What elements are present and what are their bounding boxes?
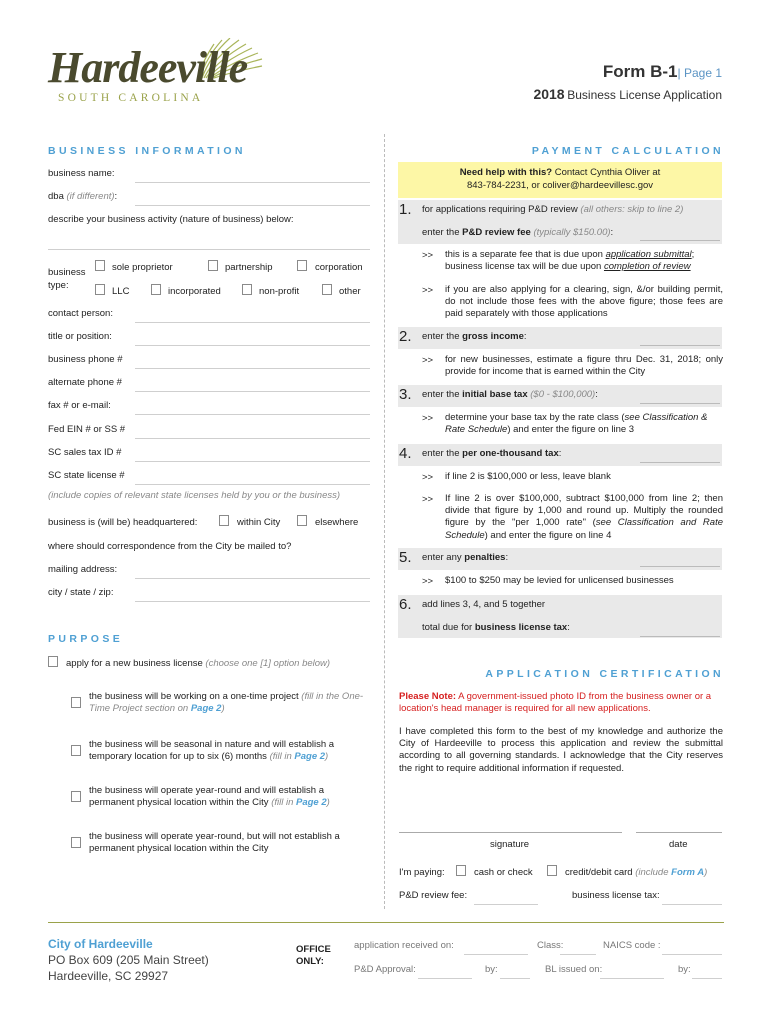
note-4 — [445, 412, 723, 436]
cash-check-checkbox[interactable] — [456, 865, 466, 876]
received-label: application received on: — [354, 940, 454, 951]
bl-issued-label: BL issued on: — [545, 964, 603, 975]
correspondence-label: where should correspondence from the City be mailed to? — [48, 541, 292, 552]
help-text: Contact Cynthia Oliver at — [554, 167, 661, 178]
help-bold: Need help with this? — [459, 167, 553, 178]
note-3: for new businesses, estimate a figure thru Dec. 31, 2018; only provide for income that is earned within the City — [445, 354, 723, 378]
fax-email-field[interactable] — [135, 414, 370, 415]
apply-note: (choose one [1] option below) — [205, 658, 331, 669]
describe-label: describe your business activity (nature of business) below: — [48, 214, 294, 225]
by-label-1: by: — [485, 964, 498, 975]
business-phone-field[interactable] — [135, 368, 370, 369]
bl-tax-field[interactable] — [662, 904, 722, 905]
cash-check-label: cash or check — [474, 867, 533, 878]
line-6-text: add lines 3, 4, and 5 together — [422, 599, 546, 610]
l3-end: : — [595, 389, 598, 400]
note-1 — [445, 249, 723, 273]
per-thousand-entry[interactable] — [640, 462, 720, 463]
business-name-label: business name: — [48, 168, 115, 179]
line-2-number: 2. — [399, 328, 412, 345]
describe-field[interactable] — [48, 249, 370, 250]
option-no-location-label — [89, 831, 374, 855]
arrow-icon: >> — [422, 472, 434, 483]
sc-sales-tax-field[interactable] — [135, 461, 370, 462]
purpose-heading: PURPOSE — [48, 633, 124, 645]
app-year: 2018 — [533, 86, 565, 102]
arrow-icon: >> — [422, 413, 434, 424]
l3-note: ($0 - $100,000) — [530, 389, 596, 400]
pd-approval-label: P&D Approval: — [354, 964, 416, 975]
arrow-icon: >> — [422, 494, 434, 505]
l1-text: for applications requiring P&D review — [422, 204, 578, 215]
opt4a: the business will operate year-round, but will not establish a — [89, 831, 340, 842]
cert-note-text: A government-issued photo ID from the business owner or a location's head manager is required for all new applications. — [399, 691, 712, 715]
business-type-label: business type: — [48, 267, 86, 291]
title-label: title or position: — [48, 331, 112, 342]
type-partnership-label: partnership — [225, 262, 273, 273]
n6-end: ) and enter the figure on line 4 — [484, 529, 612, 541]
card-note: (include — [635, 867, 669, 878]
hq-within-city-label: within City — [237, 517, 281, 528]
application-title — [533, 86, 722, 102]
n4-end: ) and enter the figure on line 3 — [507, 424, 635, 436]
total-bold: business license tax — [474, 622, 568, 633]
l4-end: : — [558, 448, 562, 459]
type-sole-proprietor-checkbox[interactable] — [95, 260, 105, 271]
line-1-text — [422, 204, 683, 216]
type-non-profit-checkbox[interactable] — [242, 284, 252, 295]
type-other-label: other — [339, 286, 361, 297]
app-title: Business License Application — [567, 88, 722, 102]
hq-within-city-checkbox[interactable] — [219, 515, 229, 526]
ein-label: Fed EIN # or SS # — [48, 424, 126, 435]
office-only-label — [296, 944, 331, 968]
line-3-number: 3. — [399, 386, 412, 403]
paying-label: I'm paying: — [399, 867, 445, 878]
signature-field[interactable] — [399, 832, 622, 833]
city-state-zip-label: city / state / zip: — [48, 587, 114, 598]
class-field[interactable] — [560, 954, 596, 955]
card-text: credit/debit card — [565, 867, 633, 878]
n1a-u: application submittal — [605, 249, 692, 260]
arrow-icon: >> — [422, 355, 434, 366]
line-1b-text — [422, 227, 613, 239]
mailing-address-label: mailing address: — [48, 564, 118, 575]
sc-license-field[interactable] — [135, 484, 370, 485]
type-incorporated-label: incorporated — [168, 286, 221, 297]
received-field[interactable] — [464, 954, 528, 955]
cert-note — [399, 691, 723, 715]
footer-address-2: Hardeeville, SC 29927 — [48, 969, 169, 983]
page-label: | Page 1 — [677, 66, 722, 80]
l1b-note: (typically $150.00) — [533, 227, 611, 238]
line-4-text — [422, 448, 561, 460]
line-2-text — [422, 331, 527, 343]
pd-fee-label: P&D review fee: — [399, 890, 468, 901]
gross-income-entry[interactable] — [640, 345, 720, 346]
contact-person-field[interactable] — [135, 322, 370, 323]
total-due-text — [422, 622, 570, 634]
n1a: this is a separate fee that is due upon — [445, 249, 603, 260]
l2-bold: gross income — [462, 331, 524, 342]
opt2-end: ) — [325, 751, 329, 763]
note-5: if line 2 is $100,000 or less, leave blank — [445, 471, 611, 482]
dba-text: dba — [48, 191, 64, 202]
n1b-u: completion of review — [603, 261, 691, 273]
opt2-note: (fill in — [269, 751, 292, 763]
l3-pre: enter the — [422, 389, 460, 400]
pd-fee-entry[interactable] — [640, 240, 720, 241]
arrow-icon: >> — [422, 576, 434, 587]
bl-issued-field[interactable] — [600, 978, 664, 979]
base-tax-entry[interactable] — [640, 403, 720, 404]
type-non-profit-label: non-profit — [259, 286, 300, 297]
dba-field[interactable] — [135, 205, 370, 206]
business-name-field[interactable] — [135, 182, 370, 183]
l5-end: : — [505, 552, 509, 563]
l1-note: (all others: skip to line 2) — [580, 204, 684, 215]
office-1: OFFICE — [296, 944, 331, 955]
by-field-1[interactable] — [500, 978, 530, 979]
copies-note: (include copies of relevant state licenses held by you or the business) — [48, 490, 341, 501]
pd-fee-field[interactable] — [474, 904, 538, 905]
alt-phone-label: alternate phone # — [48, 377, 122, 388]
credit-card-label — [565, 867, 707, 878]
l5-bold: penalties — [464, 552, 506, 563]
apply-new-license-label — [66, 658, 330, 669]
by-field-2[interactable] — [692, 978, 722, 979]
logo — [44, 38, 259, 108]
pd-approval-field[interactable] — [418, 978, 472, 979]
arrow-icon: >> — [422, 285, 434, 296]
option-permanent-label — [89, 785, 374, 809]
help-line-2: 843-784-2231, or coliver@hardeevillesc.gov — [466, 180, 654, 191]
opt4b: permanent physical location within the City — [89, 843, 269, 855]
type-corporation-label: corporation — [315, 262, 363, 273]
n6-pre: If line 2 is over $100,000, subtract $100,000 from line 2; then divide that figure by 1,000 and round up. Multiply the rounded figure by the "per 1,000 rate" ( — [445, 493, 723, 529]
line-3-text — [422, 389, 598, 401]
opt3-note: (fill in — [271, 797, 294, 809]
n4-pre: determine your base tax by the rate class ( — [445, 412, 625, 423]
option-one-time-checkbox[interactable] — [71, 697, 81, 708]
help-box — [398, 162, 722, 198]
footer-divider — [48, 922, 724, 923]
dba-label — [48, 191, 117, 202]
opt3b: permanent physical location within the City — [89, 797, 269, 809]
credit-card-checkbox[interactable] — [547, 865, 557, 876]
l1b-pre: enter the — [422, 227, 460, 238]
type-incorporated-checkbox[interactable] — [151, 284, 161, 295]
signature-label: signature — [490, 839, 530, 850]
cert-body: I have completed this form to the best of my knowledge and authorize the City of Hardeeville to process this application and review the submittal according to all governing standards. I acknowledge that the City reserves the right to require additional information if requested. — [399, 726, 723, 774]
sc-sales-tax-label: SC sales tax ID # — [48, 447, 122, 458]
l4-pre: enter the — [422, 448, 460, 459]
fax-email-label: fax # or e-mail: — [48, 400, 111, 411]
hq-elsewhere-label: elsewhere — [315, 517, 359, 528]
form-label: Form B-1 — [602, 62, 678, 81]
bl-tax-label: business license tax: — [572, 890, 660, 901]
payment-heading: PAYMENT CALCULATION — [531, 145, 724, 157]
l1b-end: : — [610, 227, 614, 238]
note-6 — [445, 493, 723, 542]
title-field[interactable] — [135, 345, 370, 346]
type-corporation-checkbox[interactable] — [297, 260, 307, 271]
note-7: $100 to $250 may be levied for unlicensed businesses — [445, 575, 674, 586]
date-field[interactable] — [636, 832, 722, 833]
l1b-bold: P&D review fee — [462, 227, 531, 238]
ein-field[interactable] — [135, 438, 370, 439]
footer-address-1: PO Box 609 (205 Main Street) — [48, 953, 209, 967]
n1b: business license tax will be due upon — [445, 261, 602, 273]
line-4-number: 4. — [399, 445, 412, 462]
opt3a: the business will operate year-round and will establish a — [89, 785, 324, 796]
n6-it: see Classification and Rate Schedule — [445, 517, 723, 541]
form-title — [603, 62, 722, 82]
date-label: date — [669, 839, 688, 850]
contact-person-label: contact person: — [48, 308, 113, 319]
city-state-zip-field[interactable] — [135, 601, 370, 602]
footer-city: City of Hardeeville — [48, 937, 153, 951]
opt2-page-link[interactable]: Page 2 — [294, 751, 326, 763]
hq-elsewhere-checkbox[interactable] — [297, 515, 307, 526]
class-label: Class: — [537, 940, 564, 951]
card-end: ) — [704, 867, 708, 878]
n4-it: see Classification & Rate Schedule — [445, 412, 708, 436]
type-sole-proprietor-label: sole proprietor — [112, 262, 173, 273]
cert-note-bold: Please Note: — [399, 691, 457, 702]
dba-colon: : — [114, 191, 118, 202]
l2-end: : — [523, 331, 527, 342]
total-end: : — [567, 622, 570, 633]
option-no-location-checkbox[interactable] — [71, 837, 81, 848]
line-5-text — [422, 552, 508, 564]
total-pre: total due for — [422, 622, 473, 633]
dba-note: (if different) — [66, 191, 115, 202]
option-one-time-label — [89, 691, 374, 715]
logo-subtitle: SOUTH CAROLINA — [58, 92, 204, 104]
business-info-heading: BUSINESS INFORMATION — [48, 145, 246, 157]
help-line-1 — [398, 167, 722, 179]
line-6-number: 6. — [399, 596, 412, 613]
total-due-entry[interactable] — [640, 636, 720, 637]
by-label-2: by: — [678, 964, 691, 975]
note-2: if you are also applying for a clearing, sign, &/or building permit, do not include those fees with the above figure; those fees are paid separately with those applications — [445, 284, 723, 320]
apply-new-license-checkbox[interactable] — [48, 656, 58, 667]
form-a-link[interactable]: Form A — [671, 867, 705, 878]
opt1-end: ) — [221, 703, 225, 715]
certification-heading: APPLICATION CERTIFICATION — [485, 668, 724, 680]
l4-bold: per one-thousand tax — [462, 448, 559, 459]
arrow-icon: >> — [422, 250, 434, 261]
line-5-number: 5. — [399, 549, 412, 566]
l3-bold: initial base tax — [462, 389, 528, 400]
penalties-entry[interactable] — [640, 566, 720, 567]
logo-text: Hardeeville — [48, 43, 248, 92]
n1a-end: ; — [691, 249, 695, 260]
hq-label: business is (will be) headquartered: — [48, 517, 198, 528]
option-permanent-checkbox[interactable] — [71, 791, 81, 802]
apply-text: apply for a new business license — [66, 658, 203, 669]
option-seasonal-checkbox[interactable] — [71, 745, 81, 756]
column-divider — [384, 134, 385, 909]
opt2a: the business will be seasonal in nature and will establish a — [89, 739, 335, 750]
type-partnership-checkbox[interactable] — [208, 260, 218, 271]
type-other-checkbox[interactable] — [322, 284, 332, 295]
opt3-end: ) — [326, 797, 330, 809]
sc-license-label: SC state license # — [48, 470, 125, 481]
naics-label: NAICS code : — [603, 940, 661, 951]
l5-pre: enter any — [422, 552, 462, 563]
type-llc-label: LLC — [112, 286, 130, 297]
business-phone-label: business phone # — [48, 354, 123, 365]
mailing-address-field[interactable] — [135, 578, 370, 579]
option-seasonal-label — [89, 739, 374, 763]
opt1-note: (fill in the One-Time Project section on — [89, 691, 364, 715]
naics-field[interactable] — [662, 954, 722, 955]
l2-pre: enter the — [422, 331, 460, 342]
opt1-page-link[interactable]: Page 2 — [190, 703, 222, 715]
alt-phone-field[interactable] — [135, 391, 370, 392]
office-2: ONLY: — [296, 956, 324, 967]
opt3-page-link[interactable]: Page 2 — [296, 797, 327, 809]
opt1-text: the business will be working on a one-time project — [89, 691, 299, 702]
type-llc-checkbox[interactable] — [95, 284, 105, 295]
opt2b: temporary location for up to six (6) months — [89, 751, 267, 763]
line-1-number: 1. — [399, 201, 412, 218]
